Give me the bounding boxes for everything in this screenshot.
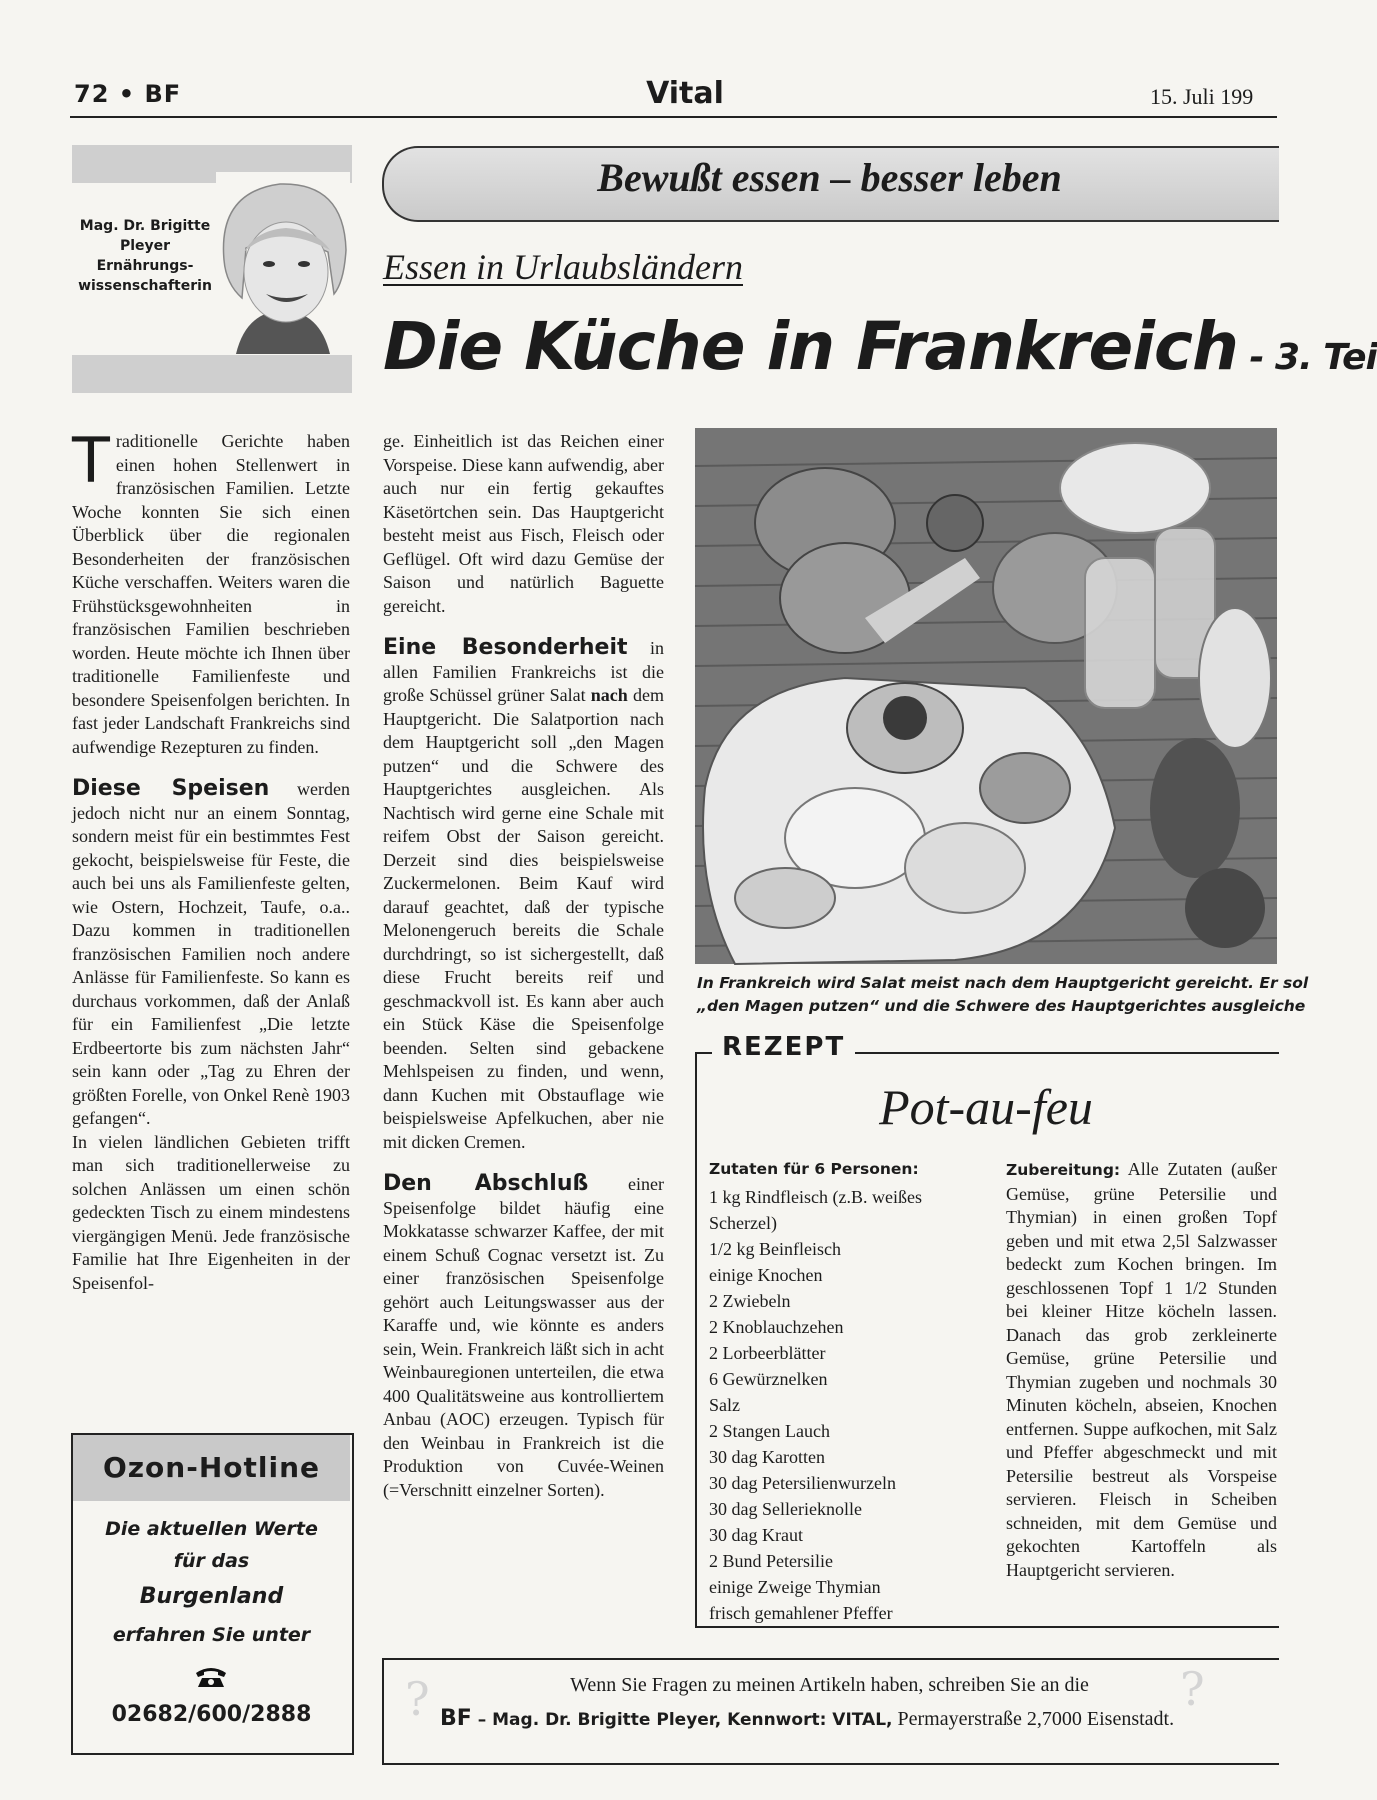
ozon-phone-number: 02682/600/2888 [111,1702,312,1727]
bf-logo: BF [440,1706,472,1731]
recipe-label-text: REZEPT [722,1032,846,1062]
ozon-line-1: Die aktuellen Werte [105,1518,318,1540]
paragraph-feste: werden jedoch nicht nur an einem Sonntag, sondern meist für ein bestimmtes Fest gekocht, beispielsweise für Feste, die auch bei uns als Familienfeste gelten, wie Ostern, Hochzeit, Taufe, o.a.. Dazu kommen in traditionellen französischen Familien noch andere Anlässe für Familienfeste. So kann es durchaus vorkommen, daß der Anlaß für ein Familienfest „Die letzte Erdbeertorte bis zum nächsten Jahr“ sein kann oder „Tag zu Ehren der größten Forelle, von Onkel Renè 1903 gefangen“. [72,779,350,1128]
author-name: Mag. Dr. Brigitte Pleyer [79,218,211,254]
issue-date: 15. Juli 199 [1150,84,1254,109]
author-band-bottom [72,355,352,393]
ingredient-item: Salz [709,1395,740,1415]
paragraph-salat-bold: nach [590,685,628,705]
banner-title: Bewußt essen – besser leben [597,155,1062,200]
question-mark-decoration: ? [1180,1662,1205,1716]
ingredient-item: einige Knochen [709,1265,823,1285]
subhead-abschluss: Den Abschluß [383,1171,589,1196]
ingredient-item: 30 dag Petersilienwurzeln [709,1473,896,1493]
ingredient-item: 2 Zwiebeln [709,1291,791,1311]
ingredient-item: 30 dag Karotten [709,1447,825,1467]
author-title: Ernährungs-wissenschafterin [78,258,212,294]
author-credit [72,216,218,296]
recipe-title: Pot-au-feu [879,1079,1093,1135]
preparation-heading: Zubereitung: [1006,1161,1121,1179]
subhead-diese-speisen: Diese Speisen [72,776,270,801]
ingredients-heading: Zutaten für 6 Personen: [709,1160,919,1178]
ingredient-item: 1/2 kg Beinfleisch [709,1239,841,1259]
ingredient-item: einige Zweige Thymian [709,1577,881,1597]
paragraph-speisenfolge: ge. Einheitlich ist das Reichen einer Vorspeise. Diese kann aufwendig, aber auch nur ein fertig gekauftes Käsetörtchen sein. Das Hauptgericht besteht meist aus Fisch, Fleisch oder Geflügel. Oft wird dazu Gemüse der Saison und natürlich Baguette gereicht. [383,431,664,616]
ingredient-item: 6 Gewürznelken [709,1369,828,1389]
headline-main: Die Küche in Frankreich [383,308,1238,385]
question-mark-decoration: ? [405,1672,430,1726]
caption-line-2: „den Magen putzen“ und die Schwere des Hauptgerichtes ausgleiche [697,997,1306,1015]
ingredients-list [709,1184,984,1626]
author-photo [216,172,350,354]
article-kicker: Essen in Urlaubsländern [383,247,743,287]
section-title: Vital [646,76,724,111]
ingredient-item: 1 kg Rindfleisch (z.B. weißes Scherzel) [709,1187,922,1233]
recipe-label [712,1032,855,1062]
contact-address [440,1706,1277,1731]
contact-name: – Mag. Dr. Brigitte Pleyer, Kennwort: VITAL, [471,1710,893,1730]
drop-cap: T [72,424,110,497]
ozon-line-2: für das [173,1550,250,1572]
paragraph-salat-b: dem Hauptgericht. Die Salatportion nach dem Hauptgericht soll „den Magen putzen“ und die Schwere des Hauptgerichtes ausgleichen. Als Nachtisch wird gerne eine Schale mit reifem Obst der Saison gereicht. Derzeit sind dies beispielsweise Zuckermelonen. Beim Kauf wird darauf geachtet, daß der typische Melonengeruch bereits die Schale durchdringt, so ist sichergestellt, daß diese Frucht bereits reif und geschmackvoll ist. Es kann aber auch ein Stück Käse die Speisenfolge beenden. Selten sind gebackene Mehlspeisen zu finden, und wenn, dann Kuchen mit Obstauflage wie beispielsweise Apfelkuchen, aber nie mit dicken Cremen. [383,685,664,1152]
ozon-hotline-title: Ozon-Hotline [73,1435,350,1501]
article-headline [383,308,1377,385]
photo-caption [697,972,1309,1018]
paragraph-salat-a: in allen Familien Frankreichs ist die große Schüssel grüner Salat [383,638,664,705]
article-column-1 [72,424,350,1295]
ingredient-item: 2 Knoblauchzehen [709,1317,844,1337]
intro-paragraph: raditionelle Gerichte haben einen hohen Stellenwert in französischen Familien. Letzte Woche konnten Sie sich einen Überblick über die regionalen Besonderheiten der französischen Küche verschaffen. Weiters waren die Frühstücksgewohnheiten in französischen Familien beschrieben worden. Heute möchte ich Ihnen über traditionelle Familienfeste und besondere Speisenfolgen berichten. In fast jeder Landschaft Frankreichs sind aufwendige Rezepturen zu finden. [72,431,350,757]
ingredient-item: 2 Lorbeerblätter [709,1343,826,1363]
ingredient-item: 2 Bund Petersilie [709,1551,833,1571]
ingredient-item: frisch gemahlener Pfeffer [709,1603,893,1623]
telephone-icon [194,1665,228,1689]
contact-intro: Wenn Sie Fragen zu meinen Artikeln haben, schreiben Sie an die [570,1674,1089,1696]
ozon-line-4: erfahren Sie unter [112,1624,311,1646]
ingredient-item: 30 dag Sellerieknolle [709,1499,862,1519]
subhead-besonderheit: Eine Besonderheit [383,635,628,660]
paragraph-laendlich: In vielen ländlichen Gebieten trifft man sich traditionellerweise zu solchen Anlässen um einen schön gedeckten Tisch zu einem mindestens viergängigen Menü. Jede französische Familie hat Ihre Eigenheiten in der Speisenfol- [72,1131,350,1293]
food-photo [695,428,1277,964]
preparation-text [1006,1158,1277,1582]
ingredient-item: 2 Stangen Lauch [709,1421,830,1441]
paragraph-abschluss: einer Speisenfolge bildet häufig eine Mokkatasse schwarzer Kaffee, der mit einem Schuß Cognac versetzt ist. Zu einer französischen Speisenfolge gehört auch Leitungswasser aus der Karaffe und, wie könnte es anders sein, Wein. Frankreich läßt sich in acht Weinbauregionen unterteilen, die etwa 400 Qualitätsweine aus kontrolliertem Anbau (AOC) erzeugen. Typisch für den Weinbau in Frankreich ist die Produktion von Cuvée-Weinen (=Verschnitt einzelner Sorten). [383,1174,664,1500]
article-column-2 [383,430,664,1502]
ozon-line-3: Burgenland [139,1584,284,1609]
page-number: 72 • BF [74,80,182,108]
contact-street: Permayerstraße 2,7000 Eisenstadt. [892,1708,1175,1730]
preparation-body: Alle Zutaten (außer Gemüse, grüne Petersilie und Thymian) in einen großen Topf geben und mit etwa 2,5l Salzwasser bedeckt zum Kochen bringen. Im geschlossenen Topf 1 1/2 Stunden bei kleiner Hitze köcheln lassen. Danach das grob zerkleinerte Gemüse, grüne Petersilie und Thymian zugeben und nochmals 30 Minuten köcheln, abseien, Knochen entfernen. Suppe aufkochen, mit Salz und Pfeffer abgeschmeckt und mit Petersilie bestreut als Vorspeise servieren. Fleisch in Scheiben schneiden, mit dem Gemüse und gekochten Kartoffeln als Hauptgericht servieren. [1006,1159,1277,1580]
headline-part: - 3. Tei [1237,337,1377,378]
caption-line-1: In Frankreich wird Salat meist nach dem Hauptgericht gereicht. Er sol [697,974,1309,992]
ingredient-item: 30 dag Kraut [709,1525,803,1545]
header-rule [70,116,1277,118]
